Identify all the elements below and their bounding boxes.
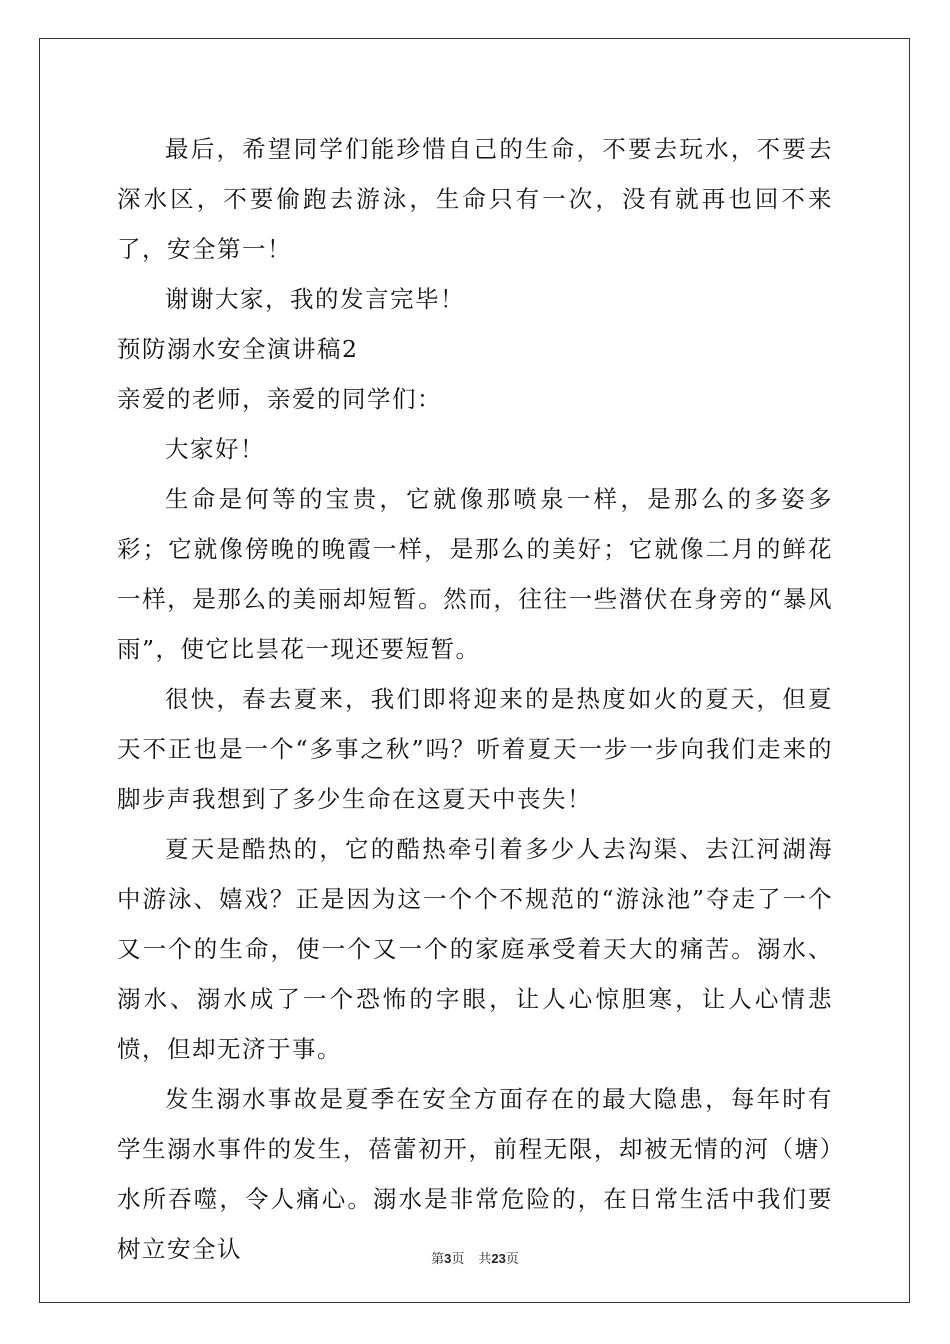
paragraph-thanks: 谢谢大家，我的发言完毕！: [165, 285, 465, 313]
total-pages: 23: [491, 1251, 506, 1266]
greeting: 大家好！: [165, 435, 265, 463]
total-prefix: 共: [478, 1252, 492, 1267]
page-footer: [0, 1248, 950, 1267]
document-body: [117, 124, 833, 1274]
paragraph-body: 发生溺水事故是夏季在安全方面存在的最大隐患，每年时有学生溺水事件的发生，蓓蕾初开，前程无限，却被无情的河（塘）水所吞噬，令人痛心。溺水是非常危险的，在日常生活中我们要树立安全认: [117, 1085, 833, 1263]
salutation: 亲爱的老师，亲爱的同学们：: [117, 385, 442, 413]
section-title: 预防溺水安全演讲稿2: [117, 335, 359, 363]
paragraph-body: 很快，春去夏来，我们即将迎来的是热度如火的夏天，但夏天不正也是一个“多事之秋”吗？听着夏天一步一步向我们走来的脚步声我想到了多少生命在这夏天中丧失！: [117, 685, 833, 813]
page-number: 3: [444, 1251, 452, 1266]
total-suffix: 页: [505, 1252, 519, 1267]
page-prefix: 第: [431, 1252, 445, 1267]
paragraph-closing: 最后，希望同学们能珍惜自己的生命，不要去玩水，不要去深水区，不要偷跑去游泳，生命只有一次，没有就再也回不来了，安全第一！: [117, 135, 833, 263]
paragraph-body: 生命是何等的宝贵，它就像那喷泉一样，是那么的多姿多彩；它就像傍晚的晚霞一样，是那么的美好；它就像二月的鲜花一样，是那么的美丽却短暂。然而，往往一些潜伏在身旁的“暴风雨”，使它比昙花一现还要短暂。: [117, 485, 833, 663]
paragraph-body: 夏天是酷热的，它的酷热牵引着多少人去沟渠、去江河湖海中游泳、嬉戏？正是因为这一个个不规范的“游泳池”夺走了一个又一个的生命，使一个又一个的家庭承受着天大的痛苦。溺水、溺水、溺水成了一个恐怖的字眼，让人心惊胆寒，让人心情悲愤，但却无济于事。: [117, 835, 833, 1063]
page-suffix: 页: [451, 1252, 465, 1267]
